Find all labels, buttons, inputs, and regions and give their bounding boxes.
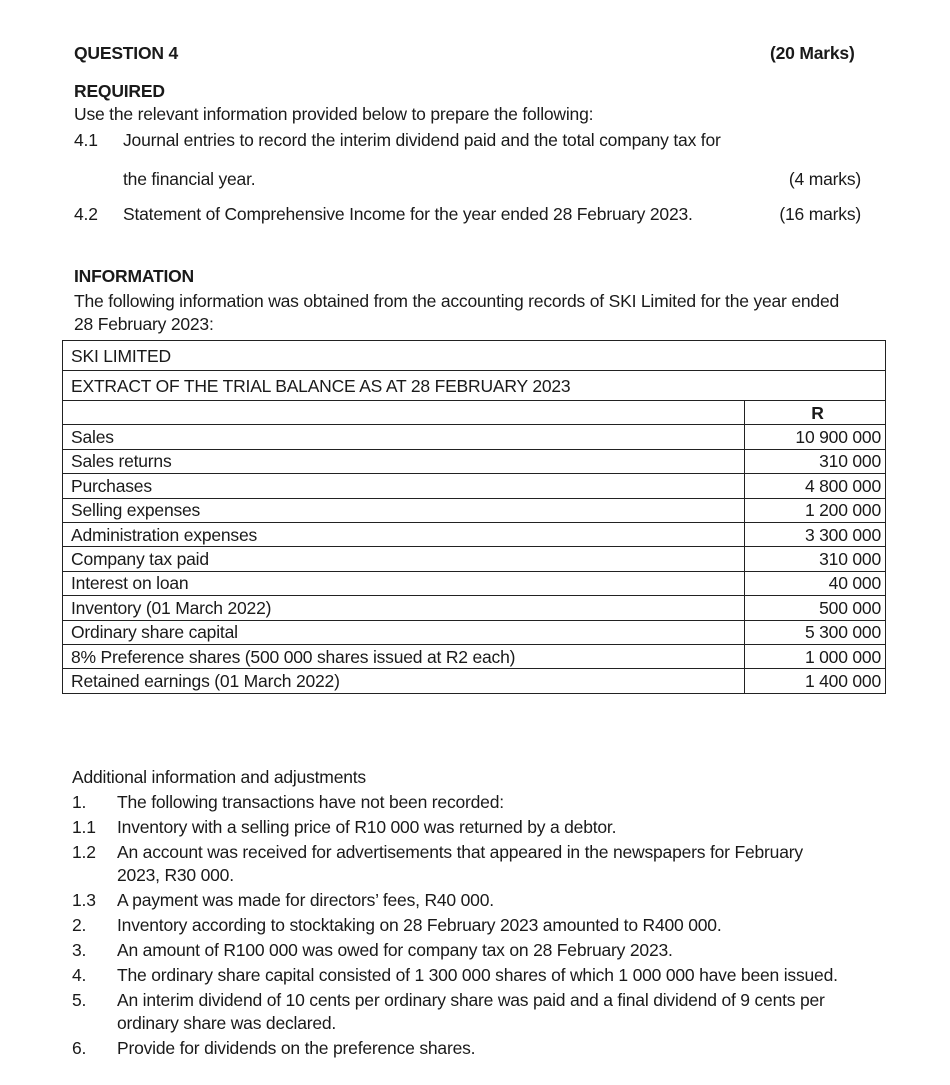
table-row xyxy=(63,669,886,693)
item-4-1-text: Journal entries to record the interim dividend paid and the total company tax for xyxy=(123,130,721,150)
row-amount: 3 300 000 xyxy=(745,522,886,546)
additional-heading: Additional information and adjustments xyxy=(72,767,366,787)
item-4-2-number: 4.2 xyxy=(74,204,98,224)
list-item-number: 1.1 xyxy=(72,817,96,837)
table-row xyxy=(63,522,886,546)
list-item-number: 4. xyxy=(72,965,87,985)
row-amount: 40 000 xyxy=(745,571,886,595)
list-item-text: The following transactions have not been recorded: xyxy=(117,792,504,812)
list-item-text: Inventory with a selling price of R10 000 was returned by a debtor. xyxy=(117,817,617,837)
list-item-number: 1. xyxy=(72,792,87,812)
list-item-number: 6. xyxy=(72,1038,87,1058)
trial-balance-title: EXTRACT OF THE TRIAL BALANCE AS AT 28 FEBRUARY 2023 xyxy=(63,371,886,401)
list-item-text: Provide for dividends on the preference shares. xyxy=(117,1038,476,1058)
table-row xyxy=(63,644,886,668)
total-marks: (20 Marks) xyxy=(770,43,855,63)
row-label: Inventory (01 March 2022) xyxy=(63,596,745,620)
question-title: QUESTION 4 xyxy=(74,43,178,63)
required-heading: REQUIRED xyxy=(74,81,165,101)
table-row xyxy=(63,341,886,371)
list-item-text: An account was received for advertisements that appeared in the newspapers for February xyxy=(117,842,803,862)
row-amount: 5 300 000 xyxy=(745,620,886,644)
information-heading: INFORMATION xyxy=(74,266,194,286)
table-row xyxy=(63,596,886,620)
company-name: SKI LIMITED xyxy=(63,341,886,371)
table-row xyxy=(63,371,886,401)
item-4-1-text-continued: the financial year. xyxy=(123,169,256,189)
table-row xyxy=(63,620,886,644)
item-4-1-marks: (4 marks) xyxy=(788,169,861,189)
list-item-number: 2. xyxy=(72,915,87,935)
trial-balance-table xyxy=(62,340,886,694)
table-row xyxy=(63,425,886,449)
table-header-row xyxy=(63,401,886,425)
list-item-text-continued: ordinary share was declared. xyxy=(117,1013,337,1033)
list-item-text-continued: 2023, R30 000. xyxy=(117,865,234,885)
row-label: Selling expenses xyxy=(63,498,745,522)
table-row xyxy=(63,571,886,595)
list-item-text: The ordinary share capital consisted of 1 300 000 shares of which 1 000 000 have been issued. xyxy=(117,965,838,985)
row-amount: 1 200 000 xyxy=(745,498,886,522)
row-label: Administration expenses xyxy=(63,522,745,546)
table-row xyxy=(63,547,886,571)
row-amount: 4 800 000 xyxy=(745,474,886,498)
row-amount: 500 000 xyxy=(745,596,886,620)
row-label: Company tax paid xyxy=(63,547,745,571)
list-item-text: An amount of R100 000 was owed for company tax on 28 February 2023. xyxy=(117,940,673,960)
item-4-2-text: Statement of Comprehensive Income for the year ended 28 February 2023. xyxy=(123,204,693,224)
list-item-number: 1.2 xyxy=(72,842,96,862)
list-item-text: An interim dividend of 10 cents per ordinary share was paid and a final dividend of 9 cents per xyxy=(117,990,825,1010)
item-4-1-number: 4.1 xyxy=(74,130,98,150)
list-item-number: 5. xyxy=(72,990,87,1010)
row-label: Retained earnings (01 March 2022) xyxy=(63,669,745,693)
table-row xyxy=(63,498,886,522)
currency-header: R xyxy=(745,401,886,425)
row-amount: 310 000 xyxy=(745,547,886,571)
information-text-continued: 28 February 2023: xyxy=(74,314,214,334)
row-amount: 310 000 xyxy=(745,449,886,473)
list-item-text: Inventory according to stocktaking on 28 February 2023 amounted to R400 000. xyxy=(117,915,722,935)
row-amount: 1 400 000 xyxy=(745,669,886,693)
table-row xyxy=(63,449,886,473)
list-item-number: 1.3 xyxy=(72,890,96,910)
list-item-number: 3. xyxy=(72,940,87,960)
list-item-text: A payment was made for directors’ fees, R40 000. xyxy=(117,890,494,910)
row-amount: 10 900 000 xyxy=(745,425,886,449)
row-label: 8% Preference shares (500 000 shares issued at R2 each) xyxy=(63,644,745,668)
row-label: Sales returns xyxy=(63,449,745,473)
row-amount: 1 000 000 xyxy=(745,644,886,668)
row-label: Sales xyxy=(63,425,745,449)
table-row xyxy=(63,474,886,498)
item-4-2-marks: (16 marks) xyxy=(779,204,861,224)
blank-header-cell xyxy=(63,401,745,425)
row-label: Purchases xyxy=(63,474,745,498)
required-intro: Use the relevant information provided below to prepare the following: xyxy=(74,104,594,124)
information-text: The following information was obtained from the accounting records of SKI Limited for the year ended xyxy=(74,291,840,311)
row-label: Ordinary share capital xyxy=(63,620,745,644)
row-label: Interest on loan xyxy=(63,571,745,595)
